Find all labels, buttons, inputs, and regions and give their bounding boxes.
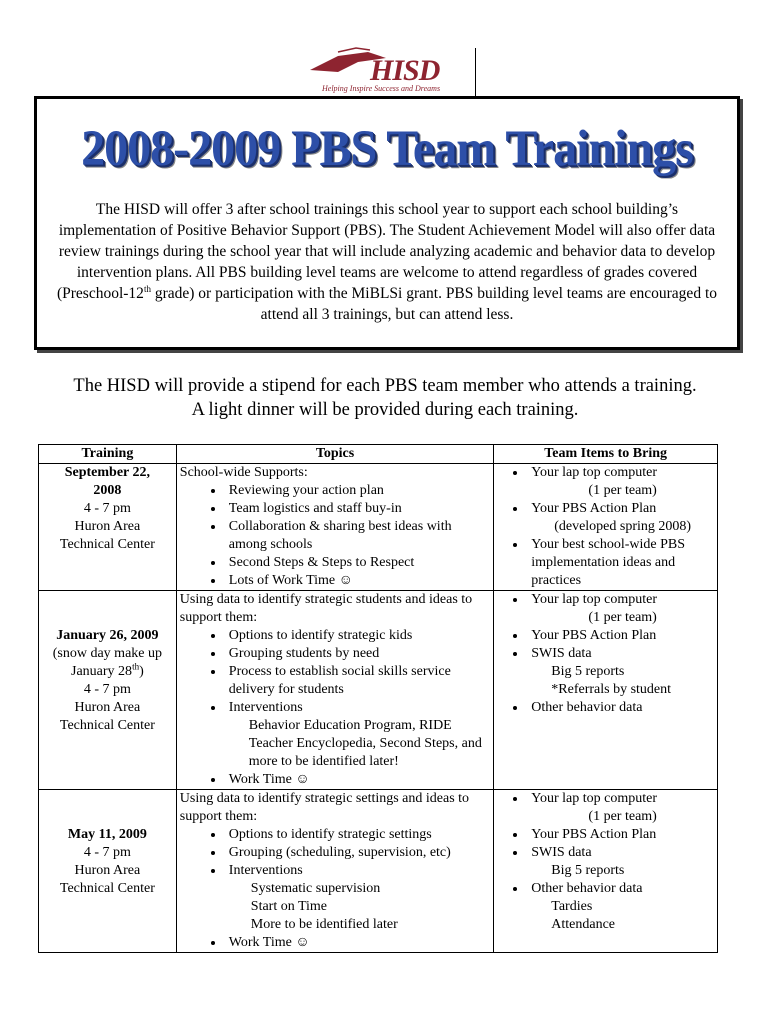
list-item: • Other behavior data	[527, 699, 714, 717]
item-text: Your lap top computer	[531, 791, 657, 806]
item-sub: (1 per team)	[588, 610, 657, 625]
list-item: • Lots of Work Time ☺	[225, 572, 490, 590]
stipend-note	[20, 374, 750, 422]
item-sub: (1 per team)	[588, 483, 657, 498]
list-item	[527, 880, 714, 934]
items-list	[497, 591, 714, 717]
list-item: • Process to establish social skills service delivery for students	[225, 663, 490, 699]
topics-intro: Using data to identify strategic students and ideas to support them:	[179, 592, 473, 625]
intro-text-2: grade) or participation with the MiBLSi grant. PBS building level teams are encouraged to attend all 3 trainings, but can attend less.	[150, 285, 717, 323]
training-schedule-table	[38, 444, 718, 953]
list-item	[225, 862, 490, 934]
table-header-row	[39, 445, 718, 464]
list-item: • Options to identify strategic settings	[225, 826, 490, 844]
intro-text-1: The HISD will offer 3 after school trainings this school year to support each school building’s implementation of Positive Behavior Support (PBS). The Student Achievement Model will also offer data review trainings during the school year that will include analyzing academic and behavior data to develop intervention plans. All PBS building level teams are welcome to attend regardless of grades covered (Preschool-12	[56, 201, 716, 302]
item-sub: Attendance	[551, 917, 616, 932]
list-item	[527, 645, 714, 699]
item-text: Your lap top computer	[531, 592, 657, 607]
table-row	[39, 591, 718, 790]
list-item: • Team logistics and staff buy-in	[225, 500, 490, 518]
header-box	[34, 96, 740, 350]
item-sub: Big 5 reports	[551, 664, 625, 679]
interventions-sub: Start on Time	[250, 899, 328, 914]
dinner-line: A light dinner will be provided during each training.	[191, 400, 579, 420]
intro-sup: th	[143, 283, 151, 294]
header-items: Team Items to Bring	[494, 445, 718, 464]
interventions-sub: Systematic supervision	[250, 881, 381, 896]
topics-list	[180, 826, 490, 952]
items-list	[497, 464, 714, 590]
training-place: Huron Area	[74, 863, 141, 878]
topics-cell	[176, 464, 493, 591]
item-text: Interventions	[228, 863, 303, 878]
items-cell	[494, 790, 718, 953]
table-row	[39, 464, 718, 591]
training-time: 4 - 7 pm	[83, 845, 131, 860]
logo-tagline: Helping Inspire Success and Dreams	[322, 84, 441, 93]
list-item: • Second Steps & Steps to Respect	[225, 554, 490, 572]
list-item	[527, 464, 714, 500]
logo-name: HISD	[370, 54, 440, 87]
stipend-line: The HISD will provide a stipend for each PBS team member who attends a training.	[73, 376, 697, 396]
training-cell	[39, 464, 177, 591]
list-item: • Options to identify strategic kids	[225, 627, 490, 645]
header-training: Training	[39, 445, 177, 464]
topics-intro: School-wide Supports:	[179, 465, 308, 480]
item-sub: *Referrals by student	[551, 682, 672, 697]
items-cell	[494, 591, 718, 790]
list-item: • Reviewing your action plan	[225, 482, 490, 500]
topics-intro: Using data to identify strategic settings and ideas to support them:	[179, 791, 470, 824]
makeup-date	[42, 663, 173, 681]
items-list	[497, 790, 714, 934]
topics-cell	[176, 790, 493, 953]
hisd-logo	[300, 44, 490, 100]
item-text: SWIS data	[531, 646, 592, 661]
training-time: 4 - 7 pm	[83, 501, 131, 516]
training-cell	[39, 591, 177, 790]
item-text: Your PBS Action Plan	[531, 501, 657, 516]
training-date: May 11, 2009	[67, 827, 147, 842]
makeup-date-text: January 28	[71, 664, 133, 679]
topics-list	[180, 627, 490, 789]
logo-divider	[475, 48, 476, 96]
page-title: 2008-2009 PBS Team Trainings	[81, 120, 693, 177]
list-item	[527, 790, 714, 826]
topics-cell	[176, 591, 493, 790]
list-item: • Your best school-wide PBS implementation ideas and practices	[527, 536, 714, 590]
list-item: • Work Time ☺	[225, 934, 490, 952]
list-item: • Grouping (scheduling, supervision, etc)	[225, 844, 490, 862]
list-item: • Collaboration & sharing best ideas with among schools	[225, 518, 490, 554]
item-sub: Big 5 reports	[551, 863, 625, 878]
list-item: • Your PBS Action Plan	[527, 627, 714, 645]
item-text: Interventions	[228, 700, 303, 715]
items-cell	[494, 464, 718, 591]
training-date: September 22,	[64, 465, 151, 480]
training-place: Technical Center	[59, 537, 155, 552]
training-date: January 26, 2009	[56, 628, 159, 643]
makeup-line: (snow day make up	[52, 646, 163, 661]
list-item: • Work Time ☺	[225, 771, 490, 789]
list-item	[527, 844, 714, 880]
item-text: Other behavior data	[531, 881, 643, 896]
item-sub: Tardies	[551, 899, 593, 914]
table-row	[39, 790, 718, 953]
interventions-sub: More to be identified later	[250, 917, 398, 932]
list-item	[225, 699, 490, 771]
training-cell	[39, 790, 177, 953]
makeup-sup: th	[132, 661, 140, 672]
training-place: Technical Center	[59, 718, 155, 733]
training-date-year: 2008	[93, 483, 122, 498]
item-sub: (developed spring 2008)	[554, 519, 692, 534]
topics-list	[180, 482, 490, 590]
training-place: Huron Area	[74, 700, 141, 715]
training-place: Huron Area	[74, 519, 141, 534]
list-item	[527, 500, 714, 536]
item-text: SWIS data	[531, 845, 592, 860]
training-time: 4 - 7 pm	[83, 682, 131, 697]
item-text: Your lap top computer	[531, 465, 657, 480]
item-sub: (1 per team)	[588, 809, 657, 824]
header-topics: Topics	[176, 445, 493, 464]
intro-paragraph	[47, 199, 727, 325]
makeup-end: )	[139, 664, 144, 679]
training-place: Technical Center	[59, 881, 155, 896]
list-item: • Your PBS Action Plan	[527, 826, 714, 844]
list-item	[527, 591, 714, 627]
interventions-detail: Behavior Education Program, RIDE Teacher Encyclopedia, Second Steps, and more to be identified later!	[248, 718, 482, 769]
list-item: • Grouping students by need	[225, 645, 490, 663]
